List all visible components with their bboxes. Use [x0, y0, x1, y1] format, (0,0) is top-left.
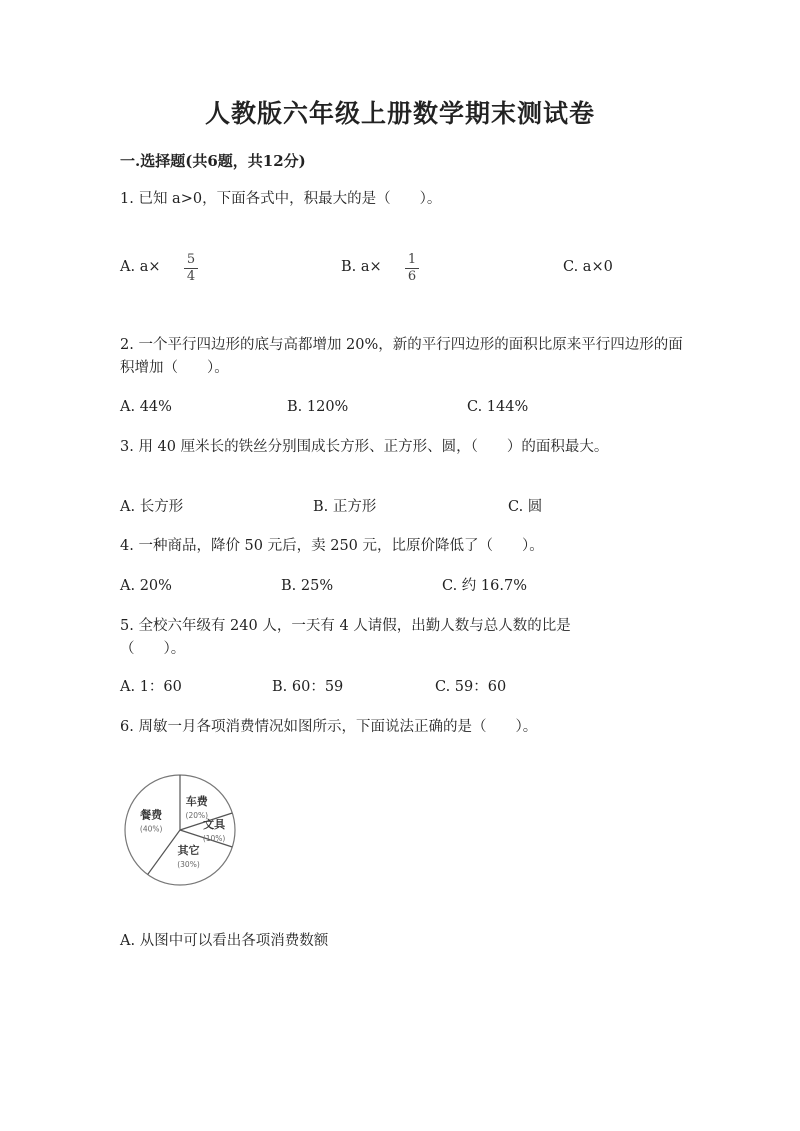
- question-5-stem: 5. 全校六年级有 240 人，一天有 4 人请假，出勤人数与总人数的比是（ ）。: [120, 618, 571, 657]
- q2-option-b: B. 120%: [287, 399, 349, 415]
- pie-percent-qita: (30%): [177, 860, 200, 870]
- fraction-numerator: 1: [407, 252, 417, 267]
- q2-option-c: C. 144%: [467, 399, 529, 415]
- fraction-denominator: 6: [407, 269, 417, 284]
- page-title: 人教版六年级上册数学期末测试卷: [204, 99, 595, 128]
- pie-percent-wenju: (10%): [202, 834, 226, 843]
- pie-percent-chefei: (20%): [185, 810, 209, 820]
- q5-option-c: C. 59：60: [435, 679, 507, 695]
- pie-percent-canfei: (40%): [139, 824, 163, 834]
- q5-option-b: B. 60：59: [272, 679, 344, 695]
- question-3-stem: 3. 用 40 厘米长的铁丝分别围成长方形、正方形、圆，（ ）的面积最大。: [120, 439, 609, 455]
- q4-option-b: B. 25%: [281, 578, 334, 594]
- q4-option-c: C. 约 16.7%: [442, 578, 527, 594]
- fraction-numerator: 5: [186, 252, 196, 267]
- q3-option-a: A. 长方形: [120, 499, 184, 515]
- q1-option-a: A. a×: [120, 259, 161, 275]
- q3-option-c: C. 圆: [508, 499, 543, 515]
- pie-label-chefei: 车费: [185, 794, 208, 808]
- q3-option-b: B. 正方形: [313, 499, 377, 515]
- pie-label-wenju: 文具: [203, 818, 226, 831]
- consumption-pie-chart: [118, 772, 248, 892]
- section-heading: 一.选择题(共6题，共12分): [120, 152, 306, 170]
- pie-label-canfei: 餐费: [140, 808, 163, 822]
- q2-option-a: A. 44%: [120, 399, 172, 415]
- fraction-denominator: 4: [186, 269, 196, 284]
- q1-option-c: C. a×0: [563, 259, 613, 275]
- q1-option-b-fraction: [405, 253, 419, 284]
- question-6-stem: 6. 周敏一月各项消费情况如图所示，下面说法正确的是（ ）。: [120, 719, 538, 735]
- q4-option-a: A. 20%: [120, 578, 172, 594]
- q5-option-a: A. 1：60: [120, 679, 182, 695]
- q6-option-a: A. 从图中可以看出各项消费数额: [120, 933, 329, 949]
- q1-option-b: B. a×: [341, 259, 382, 275]
- question-4-stem: 4. 一种商品，降价 50 元后，卖 250 元，比原价降低了（ ）。: [120, 538, 544, 554]
- question-1-stem: 1. 已知 a>0，下面各式中，积最大的是（ ）。: [120, 191, 442, 207]
- question-2-stem: 2. 一个平行四边形的底与高都增加 20%，新的平行四边形的面积比原来平行四边形的面积增加（ ）。: [120, 337, 683, 376]
- pie-label-qita: 其它: [177, 844, 200, 858]
- q1-option-a-fraction: [184, 253, 198, 284]
